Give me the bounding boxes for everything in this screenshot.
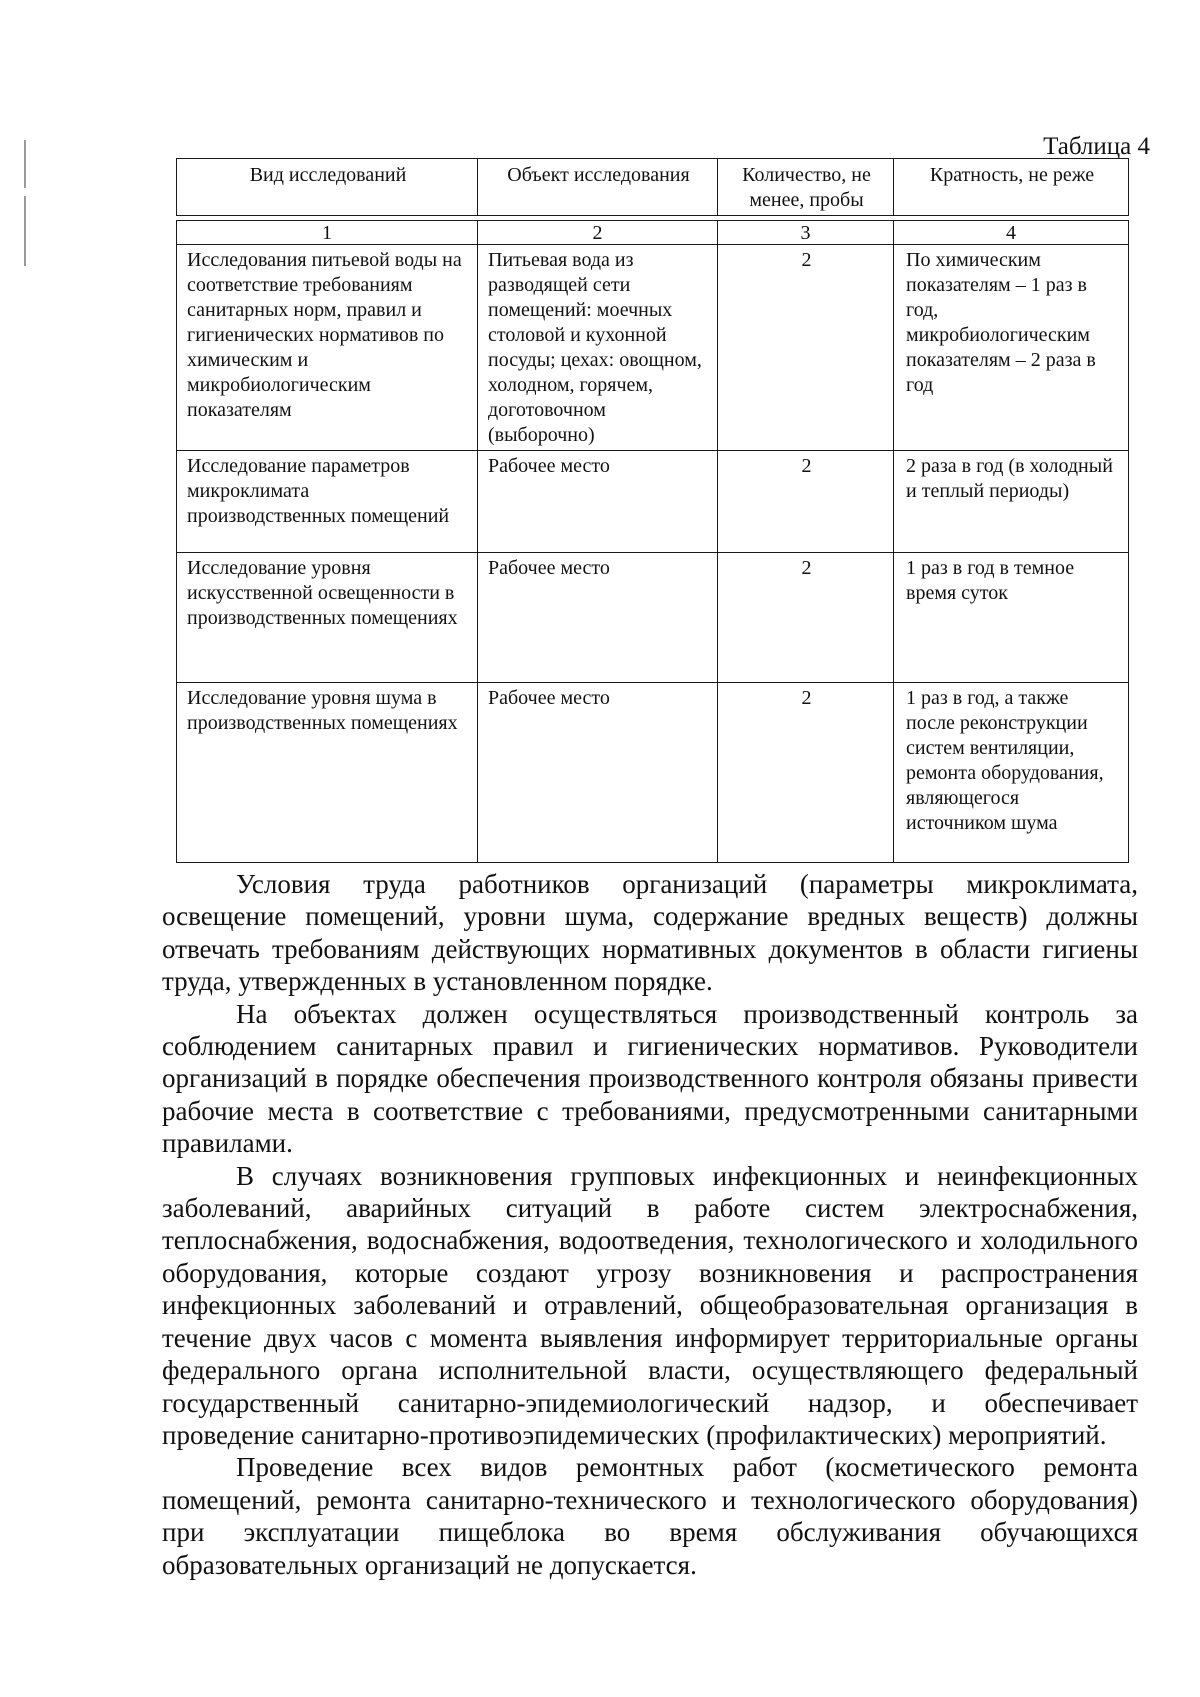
table-header-row	[177, 159, 1129, 216]
cell-object: Рабочее место	[478, 451, 718, 553]
table-caption: Таблица 4	[1043, 133, 1150, 160]
cell-object: Питьевая вода из разводящей сети помещений: моечных столовой и кухонной посуды; цехах: овощном, холодном, горячем, доготовочном (выборочно)	[478, 245, 718, 451]
cell-quantity: 2	[718, 451, 894, 553]
cell-frequency: По химическим показателям – 1 раз в год, микробиологическим показателям – 2 раза в год	[894, 245, 1129, 451]
cell-frequency: 2 раза в год (в холодный и теплый периоды)	[894, 451, 1129, 553]
column-number-row	[177, 221, 1129, 245]
table-row	[177, 245, 1129, 451]
cell-type: Исследование параметров микроклимата производственных помещений	[177, 451, 478, 553]
paragraph: Условия труда работников организаций (параметры микроклимата, освещение помещений, уровни шума, содержание вредных веществ) должны отвечать требованиям действующих нормативных документов в области гигиены труда, утвержденных в установленном порядке.	[162, 869, 1138, 997]
scan-margin-line	[24, 196, 26, 266]
cell-frequency: 1 раз в год в темное время суток	[894, 553, 1129, 683]
cell-object: Рабочее место	[478, 683, 718, 863]
header-frequency: Кратность, не реже	[894, 159, 1129, 216]
research-table	[176, 158, 1129, 863]
body-text	[162, 868, 1138, 1581]
column-number: 1	[177, 221, 478, 245]
cell-quantity: 2	[718, 553, 894, 683]
cell-quantity: 2	[718, 245, 894, 451]
table-row	[177, 683, 1129, 863]
paragraph: На объектах должен осуществляться производственный контроль за соблюдением санитарных правил и гигиенических нормативов. Руководители организаций в порядке обеспечения производственного контроля обязаны привести рабочие места в соответствие с требованиями, предусмотренными санитарными правилами.	[162, 998, 1138, 1159]
cell-frequency: 1 раз в год, а также после реконструкции систем вентиляции, ремонта оборудования, являющегося источником шума	[894, 683, 1129, 863]
cell-object: Рабочее место	[478, 553, 718, 683]
column-number: 4	[894, 221, 1129, 245]
header-quantity: Количество, не менее, пробы	[718, 159, 894, 216]
paragraph: В случаях возникновения групповых инфекционных и неинфекционных заболеваний, аварийных ситуаций в работе систем электроснабжения, теплоснабжения, водоснабжения, водоотведения, технологического и холодильного оборудования, которые создают угрозу возникновения и распространения инфекционных заболеваний и отравлений, общеобразовательная организация в течение двух часов с момента выявления информирует территориальные органы федерального органа исполнительной власти, осуществляющего федеральный государственный санитарно-эпидемиологический надзор, и обеспечивает проведение санитарно-противоэпидемических (профилактических) мероприятий.	[162, 1160, 1138, 1450]
header-type: Вид исследований	[177, 159, 478, 216]
table-row	[177, 553, 1129, 683]
column-number: 2	[478, 221, 718, 245]
table-row	[177, 451, 1129, 553]
cell-type: Исследование уровня искусственной освещенности в производственных помещениях	[177, 553, 478, 683]
cell-type: Исследование уровня шума в производственных помещениях	[177, 683, 478, 863]
cell-quantity: 2	[718, 683, 894, 863]
scan-margin-line	[24, 140, 26, 188]
paragraph: Проведение всех видов ремонтных работ (косметического ремонта помещений, ремонта санитарно-технического и технологического оборудования) при эксплуатации пищеблока во время обслуживания обучающихся образовательных организаций не допускается.	[162, 1452, 1138, 1580]
header-object: Объект исследования	[478, 159, 718, 216]
cell-type: Исследования питьевой воды на соответствие требованиям санитарных норм, правил и гигиенических нормативов по химическим и микробиологическим показателям	[177, 245, 478, 451]
column-number: 3	[718, 221, 894, 245]
